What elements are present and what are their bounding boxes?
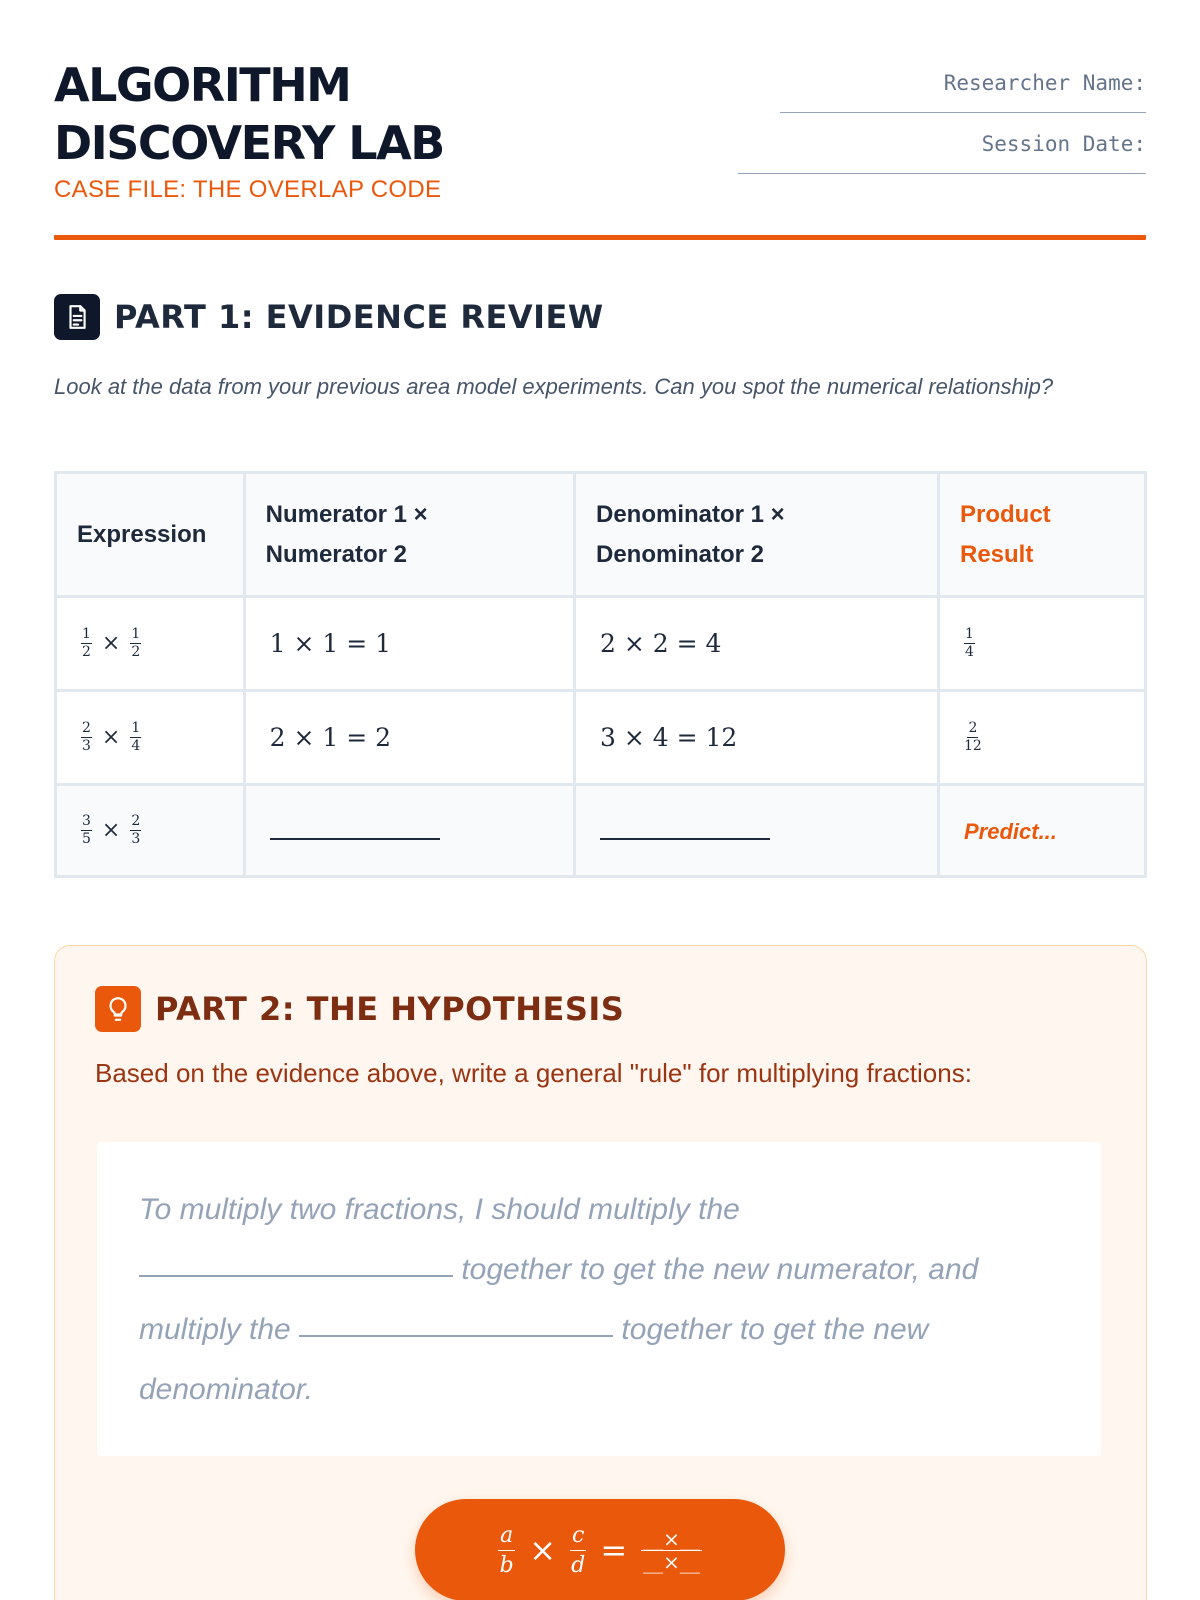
denominator-answer-blank[interactable] — [600, 838, 770, 840]
predict-prompt[interactable]: Predict... — [963, 819, 1057, 844]
sentence-middle: together to get the new numerator, and multiply the — [139, 1253, 979, 1346]
denominator-product-cell: 3 × 4 = 12 — [574, 691, 938, 785]
hypothesis-panel — [54, 945, 1147, 1600]
denominator-answer-cell — [574, 785, 938, 877]
numerator-answer-blank[interactable] — [270, 838, 440, 840]
header-product: Product Result — [938, 473, 1145, 597]
header-numerators: Numerator 1 × Numerator 2 — [244, 473, 574, 597]
expression-cell — [56, 597, 245, 691]
fraction: $\frac{1}{2}$ — [82, 626, 91, 660]
times-sign: × — [101, 818, 121, 843]
expression-cell — [56, 785, 245, 877]
fraction: $\frac{3}{5}$ — [82, 813, 91, 847]
session-date-label: Session Date: — [981, 132, 1146, 156]
lightbulb-icon — [95, 986, 141, 1032]
case-file-subtitle: CASE FILE: THE OVERLAP CODE — [54, 176, 442, 203]
sentence-end: together to get the new denominator. — [139, 1313, 929, 1406]
part1-intro: Look at the data from your previous area model experiments. Can you spot the numerical relationship? — [54, 374, 1054, 399]
table-row — [56, 691, 1146, 785]
session-date-field[interactable] — [738, 173, 1146, 174]
header-expression: Expression — [56, 473, 245, 597]
formula-equals: = — [600, 1531, 628, 1569]
denominator-product-cell: 2 × 2 = 4 — [574, 597, 938, 691]
table-row — [56, 785, 1146, 877]
fraction: $\frac{2}{3}$ — [82, 720, 91, 754]
title-line-2: DISCOVERY LAB — [54, 116, 444, 170]
page-title — [54, 56, 444, 172]
numerator-product-cell: 1 × 1 = 1 — [244, 597, 574, 691]
fraction: $\frac{2}{12}$ — [963, 720, 982, 754]
formula-pill — [415, 1499, 785, 1600]
header — [54, 56, 1146, 246]
expression-cell — [56, 691, 245, 785]
formula-times: × — [529, 1531, 557, 1569]
part2-prompt: Based on the evidence above, write a general "rule" for multiplying fractions: — [95, 1058, 972, 1088]
times-sign: × — [101, 631, 121, 656]
product-result-cell — [938, 691, 1145, 785]
sentence-start: To multiply two fractions, I should multiply the — [139, 1193, 740, 1226]
numerators-blank[interactable] — [139, 1275, 453, 1277]
header-divider — [54, 235, 1146, 240]
part2-title: PART 2: THE HYPOTHESIS — [155, 990, 625, 1028]
researcher-name-label: Researcher Name: — [943, 71, 1146, 95]
table-row — [56, 597, 1146, 691]
hypothesis-answer-box[interactable] — [97, 1142, 1101, 1456]
fraction: $\frac{1}{2}$ — [131, 626, 141, 660]
fraction-c-over-d: $\frac{c}{d}$ — [571, 1522, 586, 1578]
fraction: $\frac{1}{4}$ — [964, 626, 974, 660]
numerator-product-cell: 2 × 1 = 2 — [244, 691, 574, 785]
product-result-cell — [938, 785, 1145, 877]
part2-heading — [95, 986, 624, 1032]
researcher-meta — [706, 68, 1146, 174]
numerator-answer-cell — [244, 785, 574, 877]
evidence-table — [54, 471, 1147, 878]
product-result-cell — [938, 597, 1145, 691]
header-denominators: Denominator 1 × Denominator 2 — [574, 473, 938, 597]
fraction: $\frac{2}{3}$ — [131, 813, 141, 847]
part1-title: PART 1: EVIDENCE REVIEW — [114, 298, 604, 336]
researcher-name-field[interactable] — [780, 112, 1146, 113]
denominators-blank[interactable] — [299, 1335, 613, 1337]
times-sign: × — [101, 725, 121, 750]
part1-heading — [54, 294, 604, 340]
formula-blank-fraction[interactable]: __×__ __×__ — [643, 1526, 700, 1574]
title-line-1: ALGORITHM — [54, 58, 351, 112]
fraction-a-over-b: $\frac{a}{b}$ — [499, 1522, 514, 1578]
document-icon — [54, 294, 100, 340]
fraction: $\frac{1}{4}$ — [131, 720, 141, 754]
table-header-row — [56, 473, 1146, 597]
